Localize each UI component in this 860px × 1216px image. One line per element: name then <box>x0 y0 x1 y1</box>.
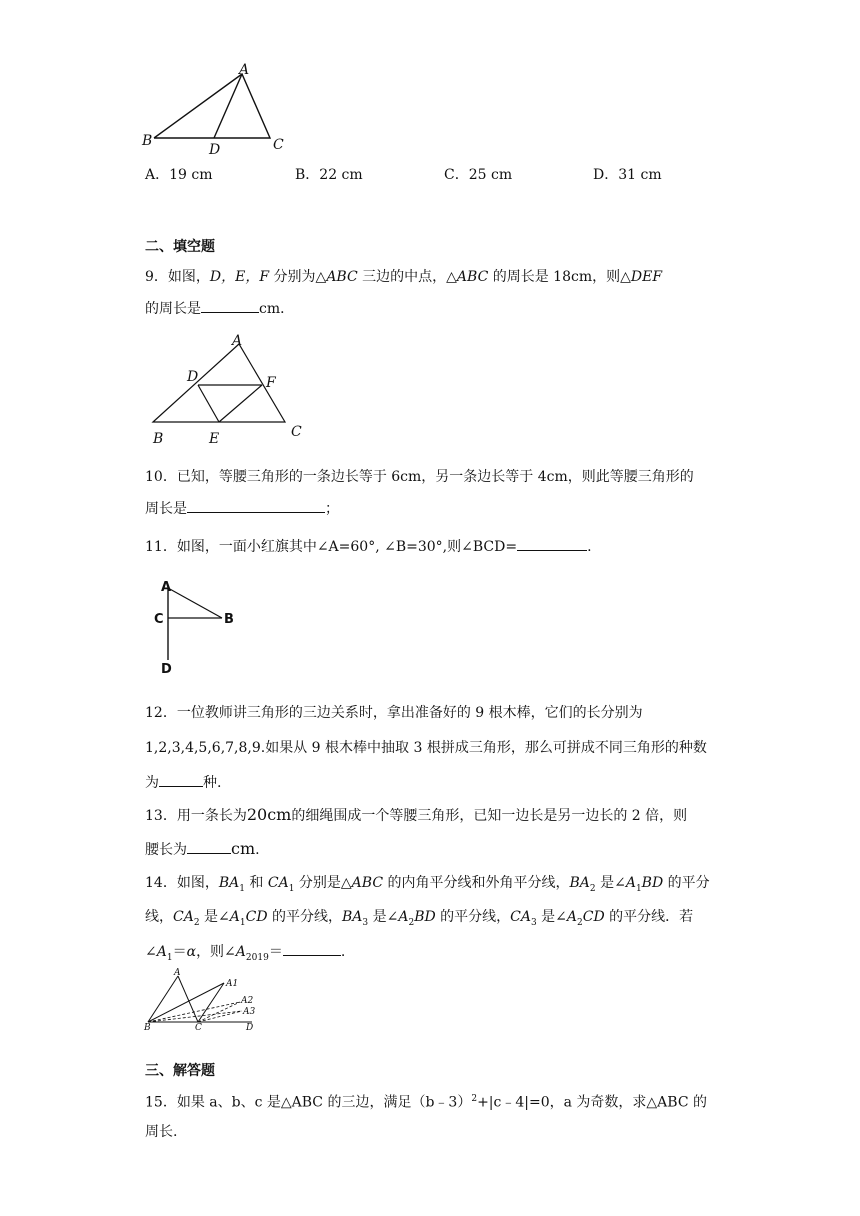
q11-answer-blank[interactable] <box>517 536 587 551</box>
q9-label-e: E <box>209 431 220 447</box>
section-fill-in-title: 二、填空题 <box>145 239 215 255</box>
q8-option-b: B．22 cm <box>295 167 363 183</box>
q9-line2: 的周长是 cm． <box>145 298 725 319</box>
q10-answer-blank[interactable] <box>187 498 325 513</box>
q11-line1: 11．如图，一面小红旗其中∠A=60°, ∠B=30°,则∠BCD= . <box>145 536 725 557</box>
q9-label-d: D <box>187 369 199 385</box>
q14-line2: 线，$CA_2$ 是$\angle A_1CD$ 的平分线，$BA_3$ 是$\angle A_2BD$ 的平分线，$CA_3$ 是$\angle A_2CD$ 的平分线．若 <box>145 909 694 928</box>
q8-option-a: A．19 cm <box>145 167 213 183</box>
q8-label-a: A <box>239 62 250 78</box>
q12-line2: 1,2,3,4,5,6,7,8,9.如果从 9 根木棒中抽取 3 根拼成三角形，那么可拼成不同三角形的种数 <box>145 740 707 756</box>
q9-label-f: F <box>266 375 276 391</box>
q11-label-d: D <box>161 662 172 677</box>
q13-line2: 腰长为 cm. <box>145 839 260 858</box>
q14-line1: 14．如图，$BA_1$ 和 $CA_1$ 分别是△ABC 的内角平分线和外角平分线，$BA_2$ 是$\angle A_1BD$ 的平分 <box>145 875 710 894</box>
q14-label-c: C <box>195 1023 202 1032</box>
q8-label-d: D <box>209 142 221 158</box>
q13-answer-blank[interactable] <box>187 839 231 854</box>
q14-label-a1: A1 <box>226 979 239 989</box>
q14-label-a2: A2 <box>241 996 254 1006</box>
q8-triangle-figure <box>140 62 300 158</box>
q12-answer-blank[interactable] <box>159 772 203 787</box>
q14-label-a: A <box>174 968 181 978</box>
q8-label-c: C <box>273 137 284 153</box>
q10-line1: 10．已知，等腰三角形的一条边长等于 6cm，另一条边长等于 4cm，则此等腰三角形的 <box>145 469 694 485</box>
q8-option-d: D．31 cm <box>593 167 662 183</box>
q14-label-b: B <box>144 1023 151 1032</box>
q9-label-a: A <box>232 333 243 349</box>
q11-label-a: A <box>161 580 172 595</box>
q9-line1: 9．如图，D，E，F 分别为△ABC 三边的中点，△ABC 的周长是 18cm，则△DEF <box>145 269 663 285</box>
q11-label-c: C <box>154 612 164 627</box>
q11-label-b: B <box>224 612 234 627</box>
q14-label-d: D <box>246 1023 254 1032</box>
q9-midpoint-triangle-figure <box>145 330 320 450</box>
q9-label-b: B <box>153 431 164 447</box>
section-answer-title: 三、解答题 <box>145 1063 215 1079</box>
q9-answer-blank[interactable] <box>201 298 259 313</box>
q15-line2: 周长. <box>145 1124 178 1140</box>
q8-label-b: B <box>142 133 153 149</box>
q11-flag-figure <box>150 578 245 678</box>
q12-line3: 为 种. <box>145 772 725 793</box>
q14-label-a3: A3 <box>243 1007 256 1017</box>
q12-line1: 12．一位教师讲三角形的三边关系时，拿出准备好的 9 根木棒，它们的长分别为 <box>145 705 643 721</box>
q14-line3: $\angle A_1=\alpha$，则$\angle A_{2019}=$ . <box>145 941 725 968</box>
q9-label-c: C <box>291 424 302 440</box>
q13-line1: 13．用一条长为20cm的细绳围成一个等腰三角形，已知一边长是另一边长的 2 倍，则 <box>145 805 688 824</box>
q15-line1: 15．如果 a、b、c 是△ABC 的三边，满足（b﹣3）$^2$+|c﹣4|=0，a 为奇数，求△ABC 的 <box>145 1094 707 1111</box>
q10-line2: 周长是 ； <box>145 498 725 519</box>
q14-angle-bisector-figure <box>140 966 265 1032</box>
q14-answer-blank[interactable] <box>283 941 341 956</box>
q8-option-c: C．25 cm <box>444 167 513 183</box>
